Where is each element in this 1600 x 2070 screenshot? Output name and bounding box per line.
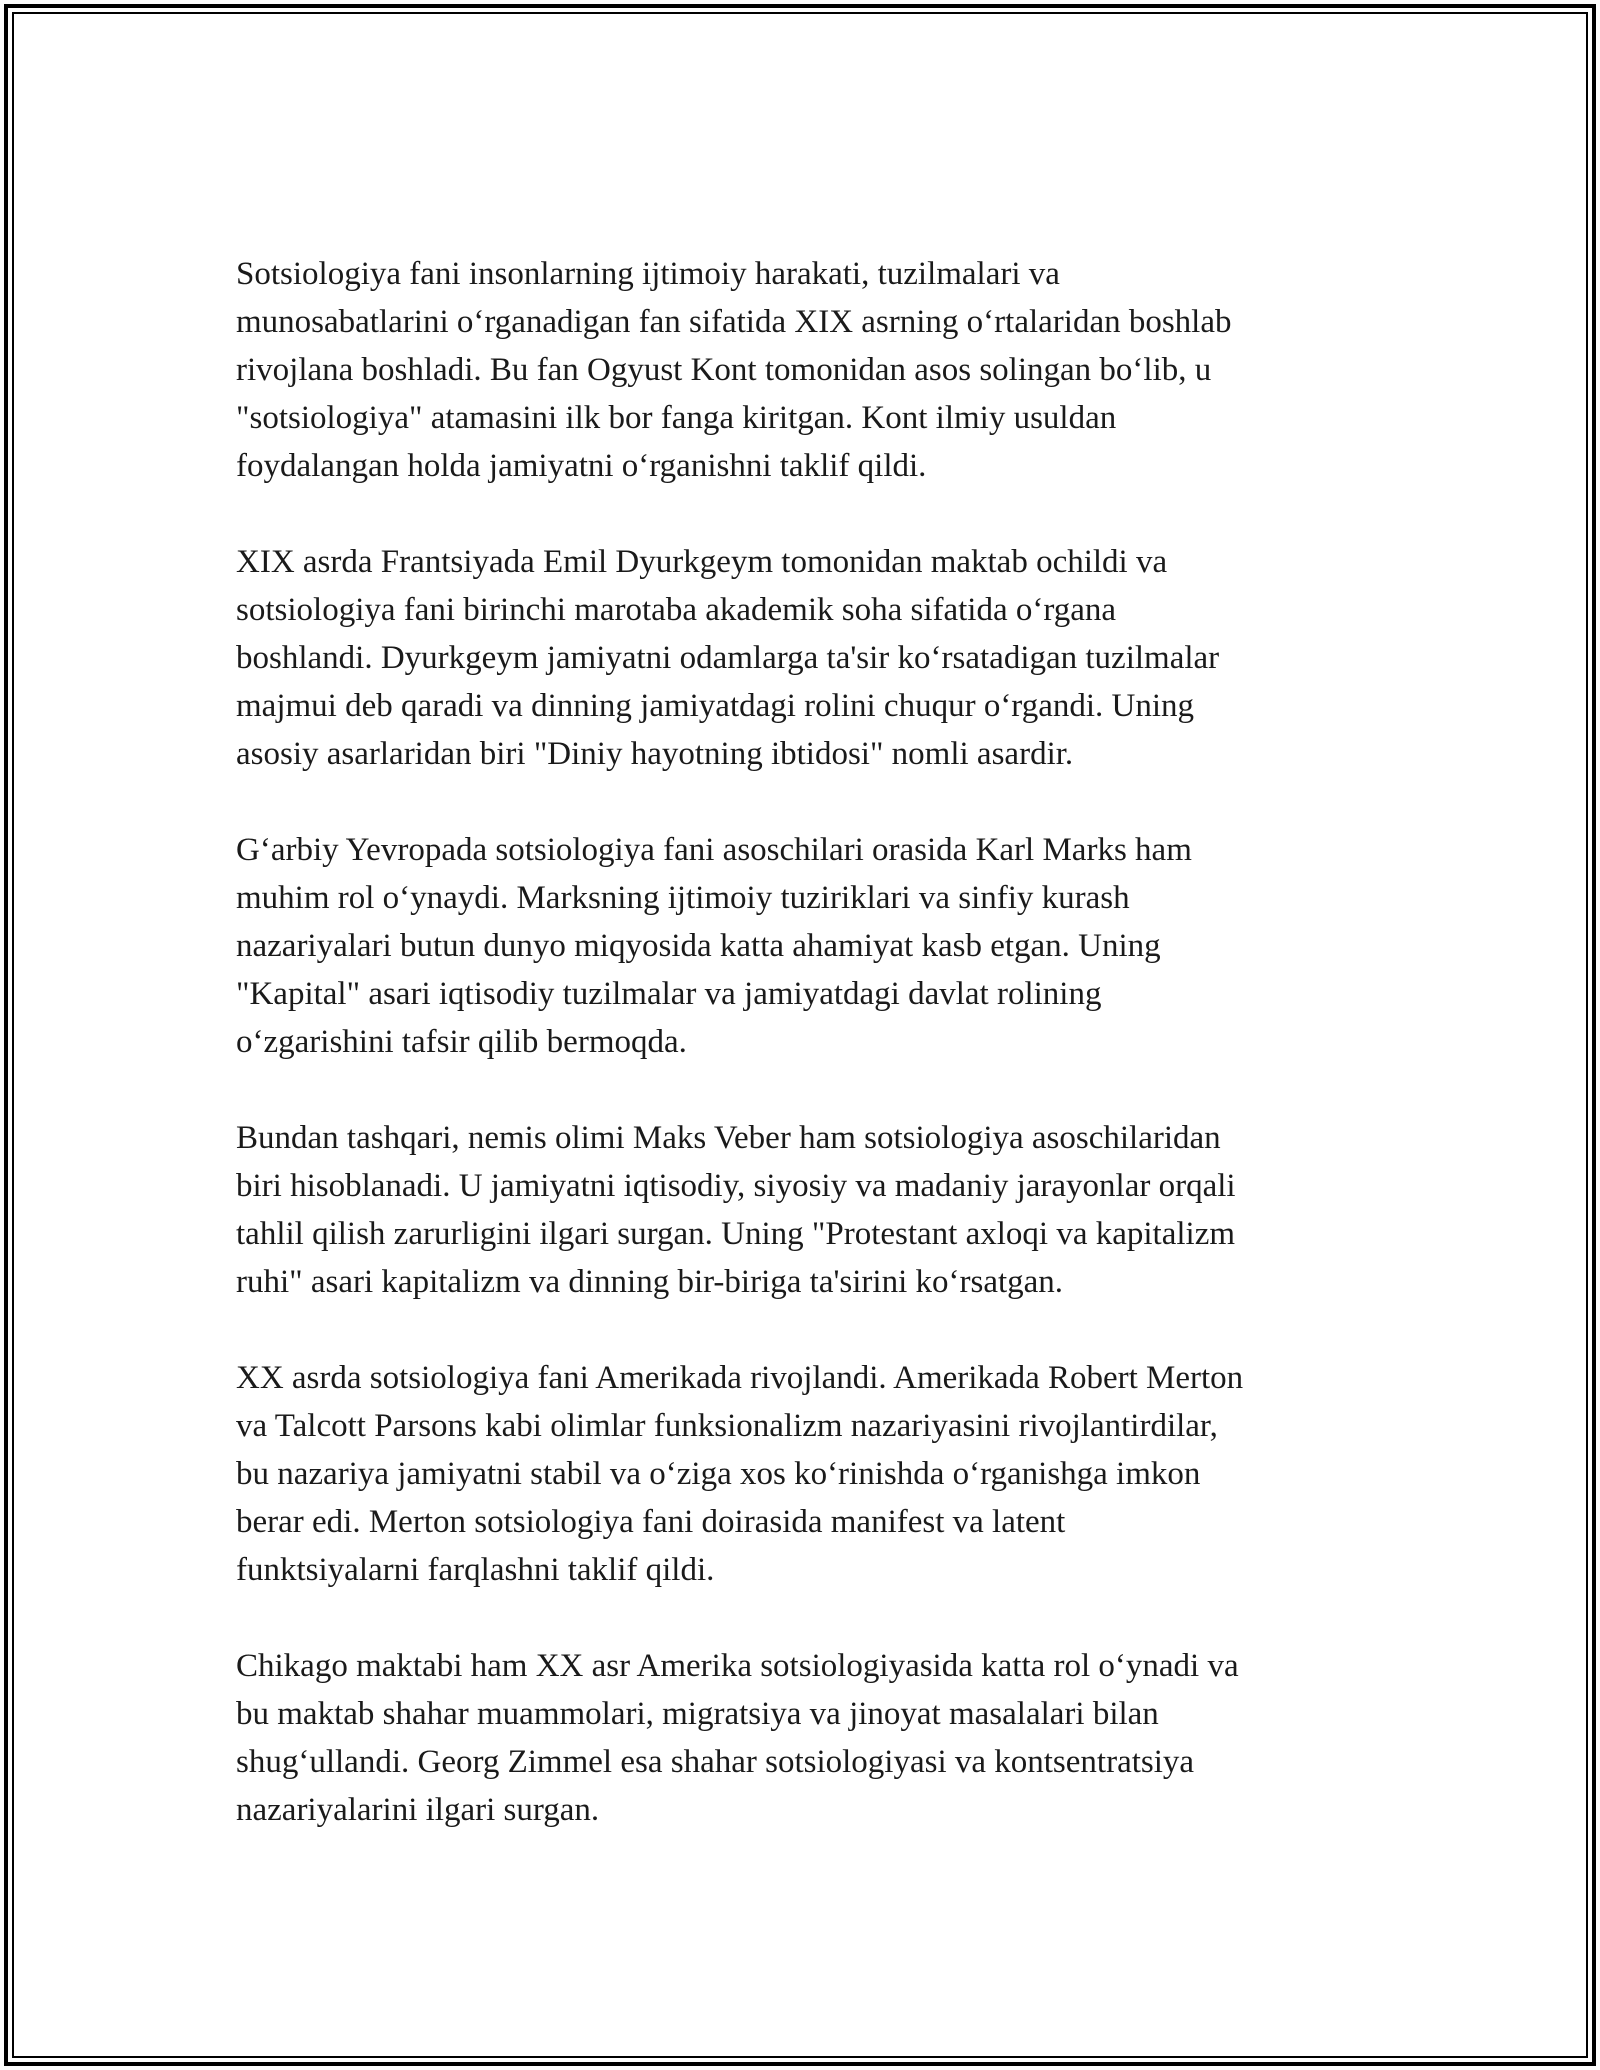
paragraph-2: XIX asrda Frantsiyada Emil Dyurkgeym tomonidan maktab ochildi va sotsiologiya fani birinchi marotaba akademik soha sifatida oʻrgana boshlandi. Dyurkgeym jamiyatni odamlarga ta'sir koʻrsatadigan tuzilmalar majmui deb qaradi va dinning jamiyatdagi rolini chuqur oʻrgandi. Uning asosiy asarlaridan biri "Diniy hayotning ibtidosi" nomli asardir.	[236, 544, 1220, 772]
paragraph-3: Gʻarbiy Yevropada sotsiologiya fani asoschilari orasida Karl Marks ham muhim rol oʻynaydi. Marksning ijtimoiy tuziriklari va sinfiy kurash nazariyalari butun dunyo miqyosida katta ahamiyat kasb etgan. Uning "Kapital" asari iqtisodiy tuzilmalar va jamiyatdagi davlat rolining oʻzgarishini tafsir qilib bermoqda.	[236, 832, 1192, 1060]
paragraph-6: Chikago maktabi ham XX asr Amerika sotsiologiyasida katta rol oʻynadi va bu maktab shahar muammolari, migratsiya va jinoyat masalalari bilan shugʻullandi. Georg Zimmel esa shahar sotsiologiyasi va kontsentratsiya nazariyalarini ilgari surgan.	[236, 1648, 1239, 1828]
paragraph-5: XX asrda sotsiologiya fani Amerikada rivojlandi. Amerikada Robert Merton va Talcott Parsons kabi olimlar funksionalizm nazariyasini rivojlantirdilar, bu nazariya jamiyatni stabil va oʻziga xos koʻrinishda oʻrganishga imkon berar edi. Merton sotsiologiya fani doirasida manifest va latent funktsiyalarni farqlashni taklif qildi.	[236, 1360, 1244, 1588]
paragraph-1: Sotsiologiya fani insonlarning ijtimoiy harakati, tuzilmalari va munosabatlarini oʻrganadigan fan sifatida XIX asrning oʻrtalaridan boshlab rivojlana boshladi. Bu fan Ogyust Kont tomonidan asos solingan boʻlib, u "sotsiologiya" atamasini ilk bor fanga kiritgan. Kont ilmiy usuldan foydalangan holda jamiyatni oʻrganishni taklif qildi.	[236, 256, 1232, 484]
paragraph-4: Bundan tashqari, nemis olimi Maks Veber ham sotsiologiya asoschilaridan biri hisoblanadi. U jamiyatni iqtisodiy, siyosiy va madaniy jarayonlar orqali tahlil qilish zarurligini ilgari surgan. Uning "Protestant axloqi va kapitalizm ruhi" asari kapitalizm va dinning bir-biriga ta'sirini koʻrsatgan.	[236, 1120, 1236, 1300]
document-body	[236, 250, 1376, 1834]
